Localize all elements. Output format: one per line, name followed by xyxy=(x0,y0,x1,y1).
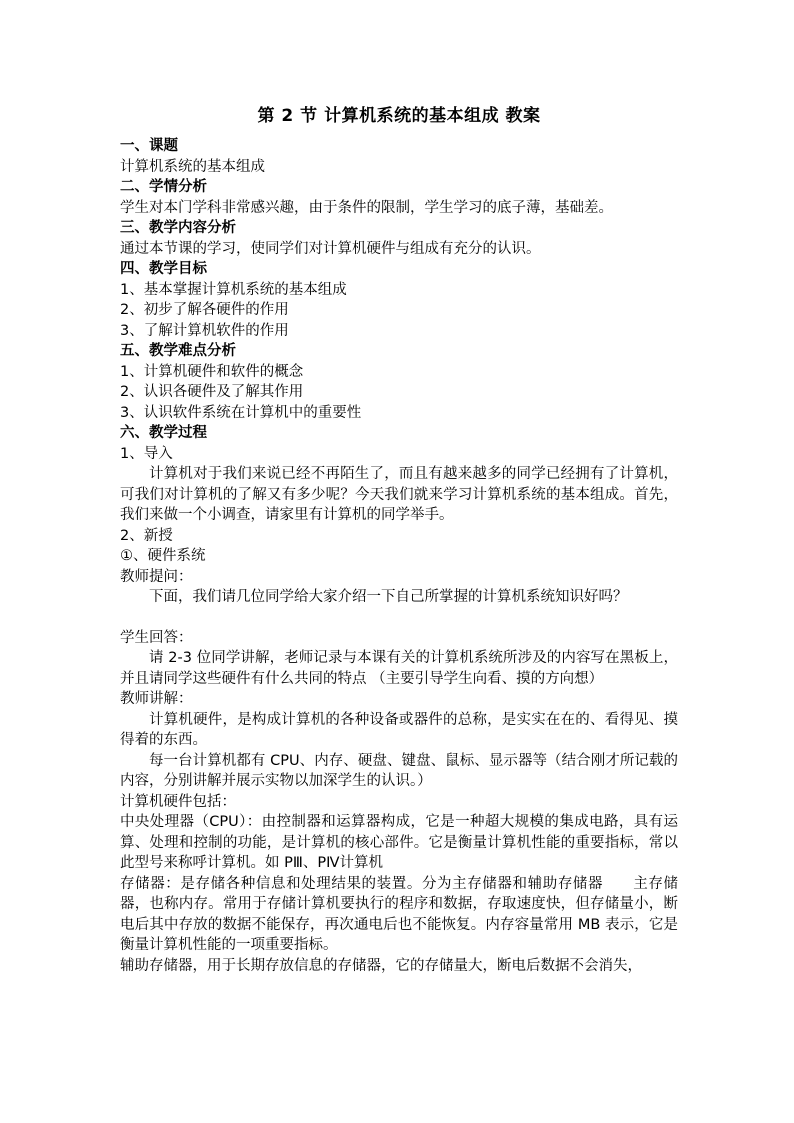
teacher-ask-label: 教师提问： xyxy=(120,568,193,585)
teacher-explain-paragraph-1: 计算机硬件，是构成计算机的各种设备或器件的总称，是实实在在的、看得见、摸得着的东西。 xyxy=(120,711,678,748)
content-analysis-text: 通过本节课的学习，使同学们对计算机硬件与组成有充分的认识。 xyxy=(120,240,541,257)
section-heading-student-analysis: 二、学情分析 xyxy=(120,179,207,195)
document-page xyxy=(120,104,678,976)
section-heading-process: 六、教学过程 xyxy=(120,425,207,441)
difficulty-item: 1、计算机硬件和软件的概念 xyxy=(120,363,304,380)
document-title: 第 2 节 计算机系统的基本组成 教案 xyxy=(257,106,541,126)
storage-paragraph: 存储器：是存储各种信息和处理结果的装置。分为主存储器和辅助存储器 主存储器，也称内存。常用于存储计算机要执行的程序和数据，存取速度快，但存储量小，断电后其中存放的数据不能保存，再次通电后也不能恢复。内存容量常用 MB 表示，它是衡量计算机性能的一项重要指标。 xyxy=(120,875,678,953)
aux-storage-paragraph: 辅助存储器，用于长期存放信息的存储器，它的存储量大，断电后数据不会消失， xyxy=(120,957,642,974)
teacher-explain-paragraph-2: 每一台计算机都有 CPU、内存、硬盘、键盘、鼠标、显示器等（结合刚才所记载的内容，分别讲解并展示实物以加深学生的认识。） xyxy=(120,752,678,789)
section-heading-difficulties: 五、教学难点分析 xyxy=(120,343,236,359)
hardware-system-label: ①、硬件系统 xyxy=(120,548,206,564)
objective-item: 2、初步了解各硬件的作用 xyxy=(120,302,289,318)
topic-text: 计算机系统的基本组成 xyxy=(120,158,265,175)
intro-paragraph: 计算机对于我们来说已经不再陌生了，而且有越来越多的同学已经拥有了计算机，可我们对计算机的了解又有多少呢？今天我们就来学习计算机系统的基本组成。首先，我们来做一个小调查，请家里有计算机的同学举手。 xyxy=(120,466,678,523)
section-heading-topic: 一、课题 xyxy=(120,138,178,154)
section-heading-content-analysis: 三、教学内容分析 xyxy=(120,220,236,236)
section-heading-objectives: 四、教学目标 xyxy=(120,261,207,277)
blank-line xyxy=(120,608,678,628)
teacher-explain-label: 教师讲解： xyxy=(120,691,193,707)
student-answer-paragraph: 请 2-3 位同学讲解，老师记录与本课有关的计算机系统所涉及的内容写在黑板上，并且请同学这些硬件有什么共同的特点 （主要引导学生向看、摸的方向想） xyxy=(120,650,678,687)
difficulty-item: 2、认识各硬件及了解其作用 xyxy=(120,384,304,400)
difficulty-item: 3、认识软件系统在计算机中的重要性 xyxy=(120,404,362,421)
student-answer-label: 学生回答： xyxy=(120,629,193,646)
intro-label: 1、导入 xyxy=(120,445,173,462)
objective-item: 1、基本掌握计算机系统的基本组成 xyxy=(120,281,347,298)
teacher-ask-paragraph: 下面，我们请几位同学给大家介绍一下自己所掌握的计算机系统知识好吗？ xyxy=(149,589,628,605)
cpu-paragraph: 中央处理器（CPU）：由控制器和运算器构成，它是一种超大规模的集成电路，具有运算、处理和控制的功能，是计算机的核心部件。它是衡量计算机性能的重要指标，常以此型号来称呼计算机。如 PⅢ、PⅣ计算机 xyxy=(120,814,678,871)
student-analysis-text: 学生对本门学科非常感兴趣，由于条件的限制，学生学习的底子薄，基础差。 xyxy=(120,199,613,216)
new-lesson-label: 2、新授 xyxy=(120,527,173,544)
objective-item: 3、了解计算机软件的作用 xyxy=(120,322,289,339)
hardware-includes-label: 计算机硬件包括： xyxy=(120,793,236,810)
